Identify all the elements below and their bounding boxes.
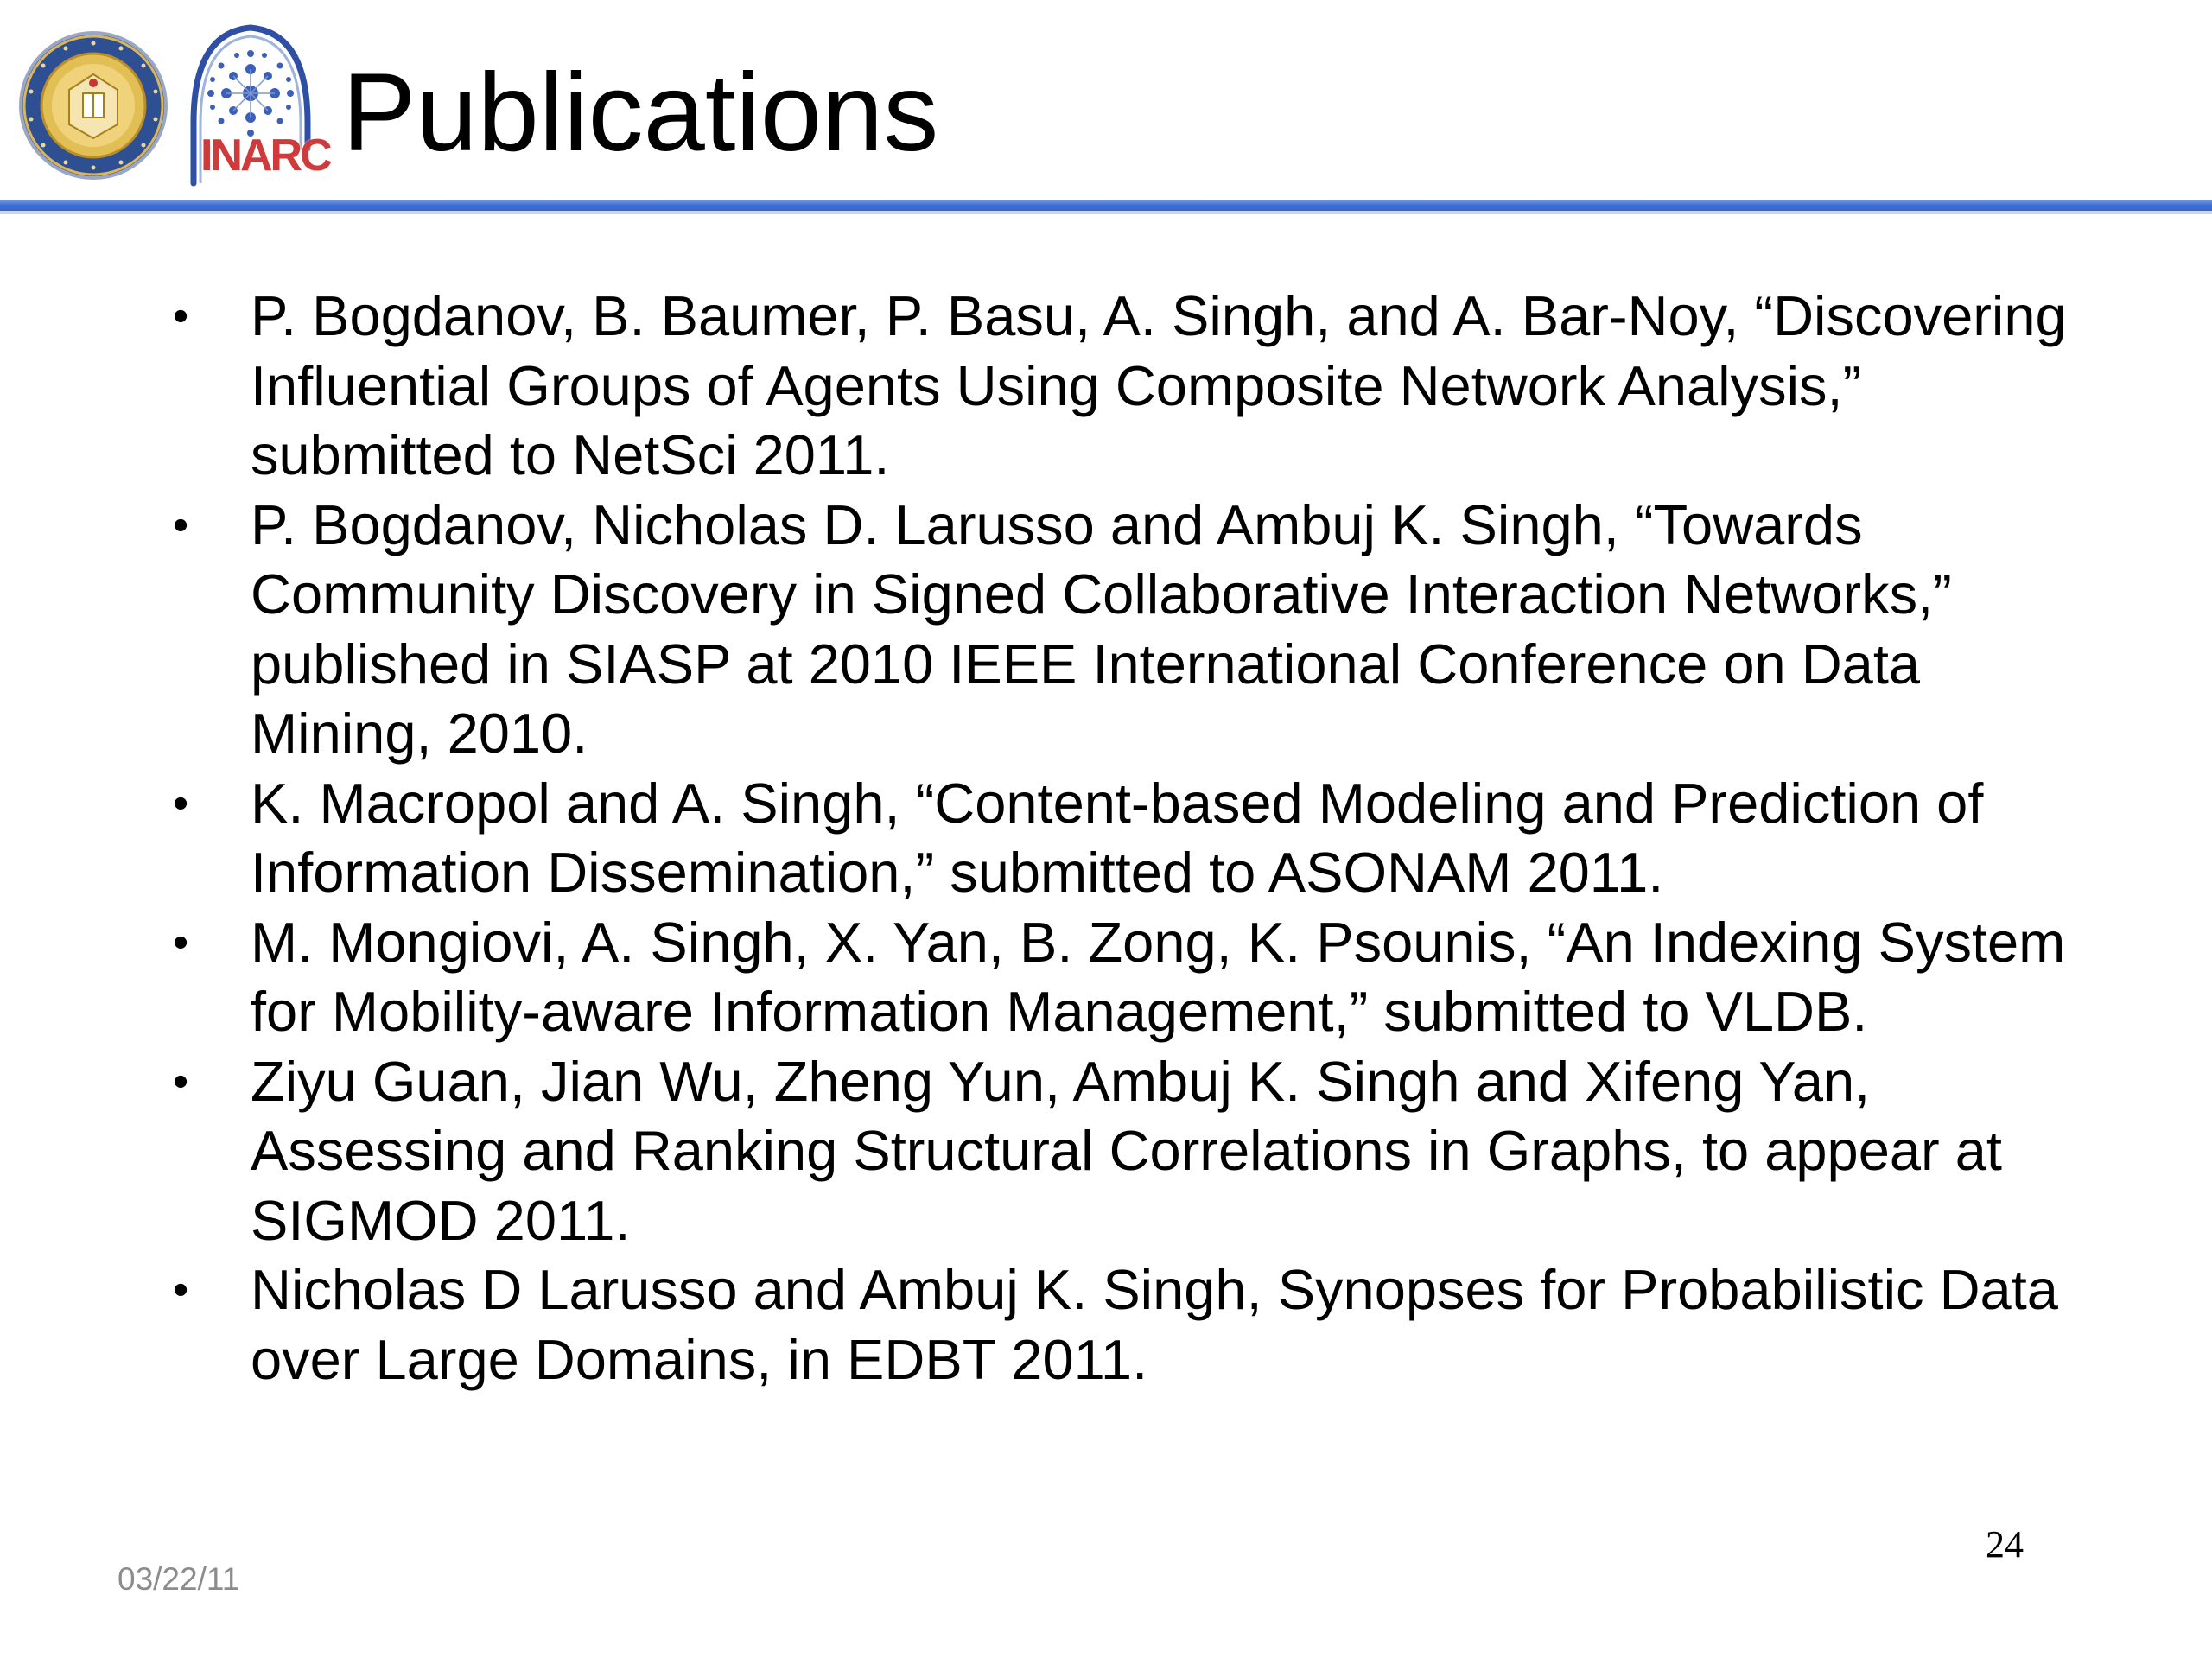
- footer-date: 03/22/11: [118, 1561, 240, 1597]
- bullet-icon: •: [173, 778, 189, 829]
- list-item: [173, 769, 2091, 908]
- publication-list: [173, 282, 2091, 1394]
- publication-text: K. Macropol and A. Singh, “Content-based Modeling and Prediction of Information Dissemination,” submitted to ASONAM 2011.: [251, 771, 1984, 904]
- publication-text: Ziyu Guan, Jian Wu, Zheng Yun, Ambuj K. Singh and Xifeng Yan, Assessing and Ranking Structural Correlations in Graphs, to appear at SIGMOD 2011.: [251, 1049, 2002, 1252]
- list-item: [173, 908, 2091, 1047]
- inarc-logo-text: INARC: [200, 130, 330, 181]
- bullet-icon: •: [173, 1056, 189, 1107]
- list-item: [173, 491, 2091, 769]
- list-item: [173, 1047, 2091, 1256]
- bullet-icon: •: [173, 1265, 189, 1315]
- list-item: [173, 1255, 2091, 1394]
- publication-text: Nicholas D Larusso and Ambuj K. Singh, Synopses for Probabilistic Data over Large Domains, in EDBT 2011.: [251, 1258, 2058, 1391]
- list-item: [173, 282, 2091, 491]
- publication-text: P. Bogdanov, B. Baumer, P. Basu, A. Singh, and A. Bar-Noy, “Discovering Influential Groups of Agents Using Composite Network Analysis,” submitted to NetSci 2011.: [251, 284, 2067, 486]
- slide-title: Publications: [342, 51, 939, 175]
- title-divider-shadow: [0, 211, 2212, 214]
- university-seal-icon: [17, 29, 169, 181]
- bullet-icon: •: [173, 499, 189, 550]
- page-number: 24: [1986, 1523, 2024, 1566]
- title-divider: [0, 200, 2212, 211]
- publication-text: M. Mongiovi, A. Singh, X. Yan, B. Zong, K. Psounis, “An Indexing System for Mobility-aware Information Management,” submitted to VLDB.: [251, 910, 2066, 1043]
- publication-text: P. Bogdanov, Nicholas D. Larusso and Ambuj K. Singh, “Towards Community Discovery in Signed Collaborative Interaction Networks,” published in SIASP at 2010 IEEE International Conference on Data Mining, 2010.: [251, 492, 1952, 765]
- bullet-icon: •: [173, 917, 189, 968]
- bullet-icon: •: [173, 291, 189, 341]
